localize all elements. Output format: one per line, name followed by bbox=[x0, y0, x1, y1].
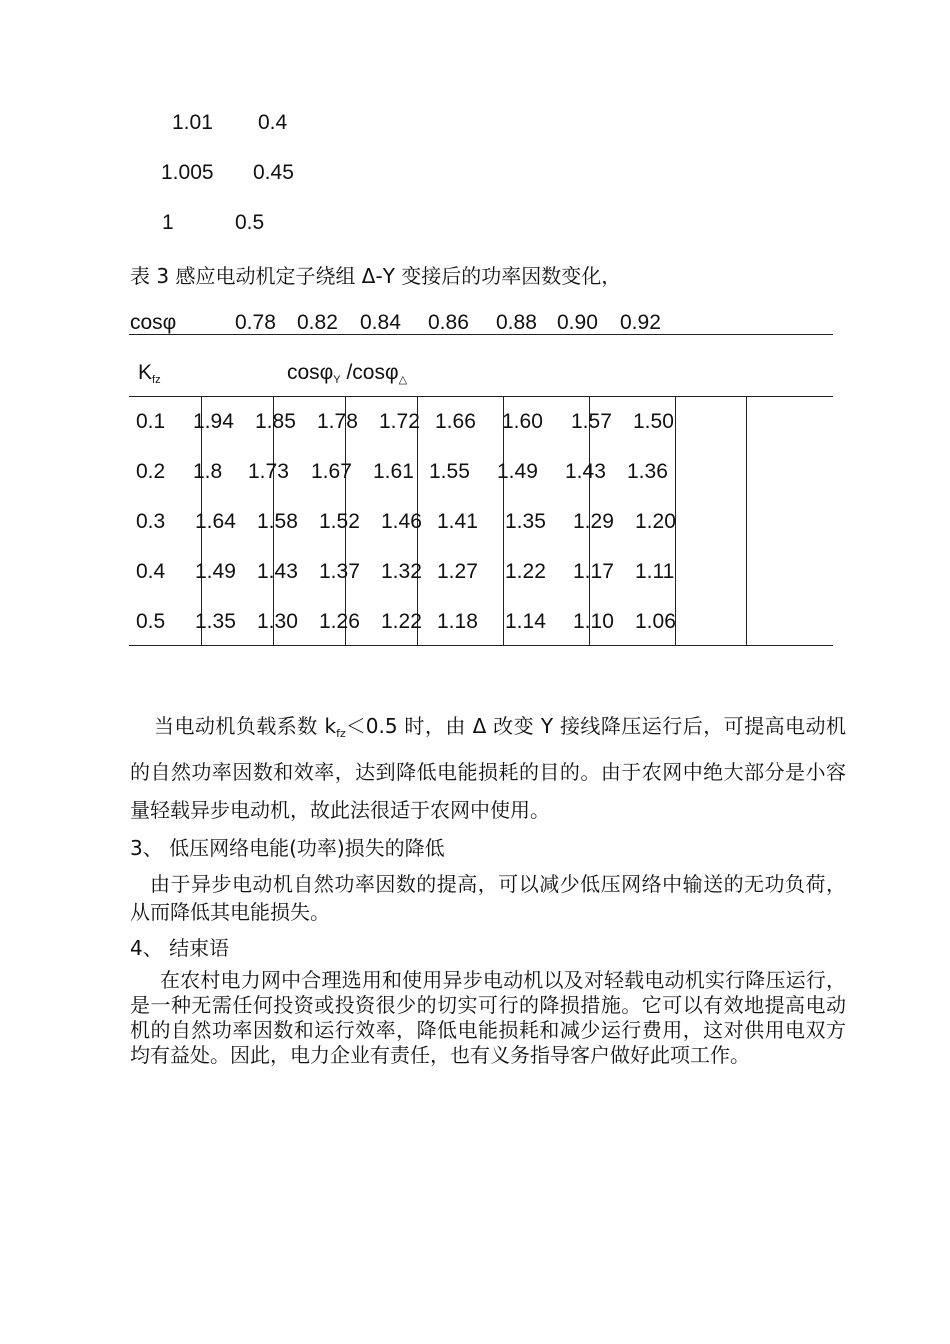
table-cell: 1.37 bbox=[319, 560, 360, 583]
table-cell: 1.73 bbox=[248, 460, 289, 483]
table-cell: 1.43 bbox=[257, 560, 298, 583]
table-cell: 1.50 bbox=[633, 410, 674, 433]
table-cell: 1.49 bbox=[195, 560, 236, 583]
pair-3-b: 0.5 bbox=[235, 211, 265, 234]
pair-2-a: 1.005 bbox=[161, 161, 214, 184]
table-cell: 1.32 bbox=[381, 560, 422, 583]
table-column-rule bbox=[746, 396, 747, 645]
table-bottom-rule bbox=[129, 645, 833, 646]
table-cell: 1.30 bbox=[257, 610, 298, 633]
table-cell: 1.29 bbox=[573, 510, 614, 533]
table-cell: 1.49 bbox=[497, 460, 538, 483]
table-cell: 1.14 bbox=[505, 610, 546, 633]
table-top-rule bbox=[129, 334, 833, 335]
table-cell: 1.52 bbox=[319, 510, 360, 533]
table-cell: 1.35 bbox=[195, 610, 236, 633]
table-cell: 1.72 bbox=[379, 410, 420, 433]
cos-value: 0.88 bbox=[496, 311, 537, 334]
table-cell: 1.43 bbox=[565, 460, 606, 483]
table-cell: 1.66 bbox=[435, 410, 476, 433]
cos-value: 0.82 bbox=[297, 311, 338, 334]
table-cell: 1.18 bbox=[437, 610, 478, 633]
table-cell: 1.22 bbox=[381, 610, 422, 633]
table-cell: 1.60 bbox=[502, 410, 543, 433]
header-kfz: $K_{fz}$ bbox=[138, 361, 161, 386]
table-cell: 1.46 bbox=[381, 510, 422, 533]
cos-value: 0.84 bbox=[360, 311, 401, 334]
section-4-title: 4、 结束语 bbox=[130, 936, 230, 960]
table-cell: 1.67 bbox=[311, 460, 352, 483]
pair-1-b: 0.4 bbox=[258, 111, 288, 134]
table-cell: 1.55 bbox=[429, 460, 470, 483]
table-cell: 1.58 bbox=[257, 510, 298, 533]
cos-value: 0.90 bbox=[557, 311, 598, 334]
table-cell: 1.57 bbox=[571, 410, 612, 433]
table-cell: 1.8 bbox=[193, 460, 223, 483]
table-cell: 1.41 bbox=[437, 510, 478, 533]
row-k: 0.3 bbox=[136, 510, 166, 533]
section-3-title: 3、 低压网络电能(功率)损失的降低 bbox=[130, 836, 445, 860]
table-cell: 1.36 bbox=[627, 460, 668, 483]
table-cell: 1.85 bbox=[255, 410, 296, 433]
table-cell: 1.61 bbox=[373, 460, 414, 483]
table-cell: 1.20 bbox=[635, 510, 676, 533]
pair-2-b: 0.45 bbox=[253, 161, 294, 184]
table-cell: 1.10 bbox=[573, 610, 614, 633]
cos-value: 0.92 bbox=[620, 311, 661, 334]
cos-value: 0.78 bbox=[235, 311, 276, 334]
row-k: 0.2 bbox=[136, 460, 166, 483]
cos-value: 0.86 bbox=[428, 311, 469, 334]
row-k: 0.5 bbox=[136, 610, 166, 633]
table-cell: 1.64 bbox=[195, 510, 236, 533]
table-cell: 1.27 bbox=[437, 560, 478, 583]
table-caption: 表 3 感应电动机定子绕组 Δ-Y 变接后的功率因数变化， bbox=[130, 264, 622, 288]
row-k: 0.4 bbox=[136, 560, 166, 583]
section-3-body: 由于异步电动机自然功率因数的提高，可以减少低压网络中输送的无功负荷，从而降低其电能损失。 bbox=[130, 872, 846, 924]
table-header-rule bbox=[129, 396, 833, 397]
row-k: 0.1 bbox=[136, 410, 166, 433]
table-cell: 1.17 bbox=[573, 560, 614, 583]
cos-row-label: cosφ bbox=[130, 311, 177, 334]
table-cell: 1.06 bbox=[635, 610, 676, 633]
pair-1-a: 1.01 bbox=[172, 111, 213, 134]
table-cell: 1.26 bbox=[319, 610, 360, 633]
section-4-body: 在农村电力网中合理选用和使用异步电动机以及对轻载电动机实行降压运行，是一种无需任何投资或投资很少的切实可行的降损措施。它可以有效地提高电动机的自然功率因数和运行效率，降低电能损耗和减少运行费用，这对供用电双方均有益处。因此，电力企业有责任，也有义务指导客户做好此项工作。 bbox=[130, 968, 846, 1067]
pair-3-a: 1 bbox=[162, 211, 174, 234]
header-cos-ratio: cosφ$_Y$ /cosφ$_\triangle$ bbox=[287, 361, 408, 386]
table-cell: 1.11 bbox=[635, 560, 675, 583]
paragraph-load-coefficient: 当电动机负载系数 $k_{fz}<0.5$ 时，由 Δ 改变 Y 接线降压运行后，可提高电动机的自然功率因数和效率，达到降低电能损耗的目的。由于农网中绝大部分是小容量轻载异步电动机，故此法很适于农网中使用。 bbox=[130, 714, 846, 822]
table-cell: 1.35 bbox=[505, 510, 546, 533]
table-cell: 1.94 bbox=[193, 410, 234, 433]
table-cell: 1.22 bbox=[505, 560, 546, 583]
table-cell: 1.78 bbox=[317, 410, 358, 433]
